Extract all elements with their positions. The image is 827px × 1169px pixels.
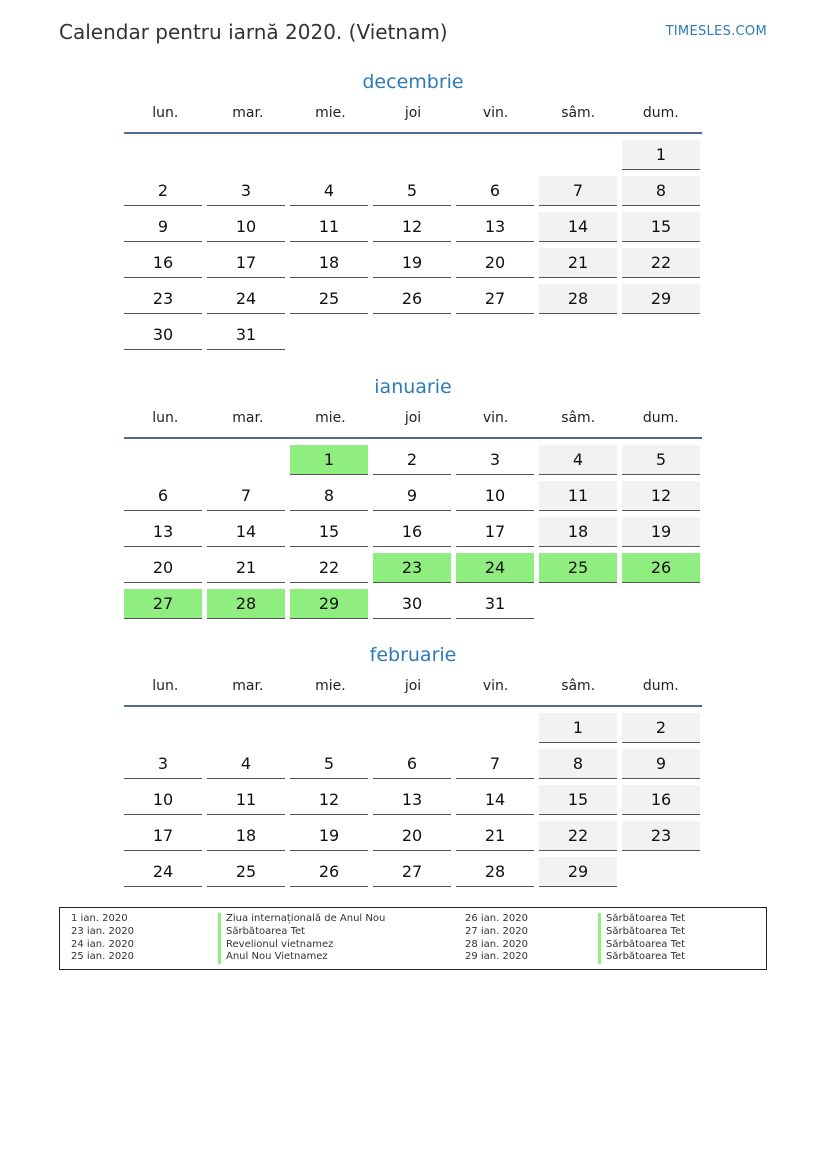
weekday-label: joi	[404, 678, 422, 694]
weekday-label: vin.	[482, 410, 509, 426]
day-cell[interactable]: 17	[456, 517, 534, 547]
holiday-day-cell[interactable]: 23	[373, 553, 451, 583]
empty-cell	[373, 320, 451, 350]
weekday-label: mie.	[315, 678, 346, 694]
weekday-label: vin.	[482, 105, 509, 121]
weekday-label: mar.	[232, 678, 264, 694]
empty-cell	[290, 320, 368, 350]
weekday-label: mie.	[315, 105, 346, 121]
legend-holiday-name: Sărbătoarea Tet	[598, 926, 685, 939]
day-cell[interactable]: 14	[207, 517, 285, 547]
day-cell[interactable]: 8	[622, 176, 700, 206]
day-cell[interactable]: 31	[456, 589, 534, 619]
month-december	[124, 68, 702, 350]
holiday-day-cell[interactable]: 1	[290, 445, 368, 475]
empty-cell	[124, 140, 202, 170]
legend-holiday-name: Sărbătoarea Tet	[218, 926, 385, 939]
page-title: Calendar pentru iarnă 2020. (Vietnam)	[59, 20, 448, 44]
legend-holiday-name: Ziua internațională de Anul Nou	[218, 913, 385, 926]
day-cell[interactable]: 13	[373, 785, 451, 815]
day-cell[interactable]: 20	[373, 821, 451, 851]
day-cell[interactable]: 23	[622, 821, 700, 851]
legend-names-right	[598, 913, 685, 964]
brand-logo[interactable]: TIMESLES.COM	[665, 24, 767, 39]
day-cell[interactable]: 22	[539, 821, 617, 851]
legend-date: 24 ian. 2020	[71, 938, 134, 950]
day-cell[interactable]: 22	[622, 248, 700, 278]
day-cell[interactable]: 9	[124, 212, 202, 242]
day-cell[interactable]: 3	[124, 749, 202, 779]
day-grid	[124, 713, 702, 887]
weekday-label: mar.	[232, 105, 264, 121]
day-cell[interactable]: 24	[124, 857, 202, 887]
weekday-header	[124, 407, 702, 439]
weekday-label: sâm.	[561, 105, 596, 121]
weekday-label: sâm.	[561, 678, 596, 694]
day-cell[interactable]: 20	[456, 248, 534, 278]
day-cell[interactable]: 11	[290, 212, 368, 242]
legend-date: 1 ian. 2020	[71, 913, 128, 924]
empty-cell	[290, 140, 368, 170]
day-cell[interactable]: 22	[290, 553, 368, 583]
holiday-day-cell[interactable]: 29	[290, 589, 368, 619]
empty-cell	[539, 589, 617, 619]
day-cell[interactable]: 29	[622, 284, 700, 314]
day-cell[interactable]: 4	[539, 445, 617, 475]
day-cell[interactable]: 25	[290, 284, 368, 314]
empty-cell	[207, 713, 285, 743]
day-cell[interactable]: 28	[456, 857, 534, 887]
day-cell[interactable]: 10	[207, 212, 285, 242]
weekday-label: joi	[404, 410, 422, 426]
empty-cell	[373, 140, 451, 170]
empty-cell	[539, 320, 617, 350]
day-cell[interactable]: 1	[539, 713, 617, 743]
day-cell[interactable]: 21	[207, 553, 285, 583]
day-cell[interactable]: 4	[207, 749, 285, 779]
holiday-day-cell[interactable]: 26	[622, 553, 700, 583]
weekday-label: dum.	[642, 105, 679, 121]
weekday-header	[124, 675, 702, 707]
day-cell[interactable]: 13	[456, 212, 534, 242]
day-cell[interactable]: 16	[124, 248, 202, 278]
day-cell[interactable]: 10	[456, 481, 534, 511]
day-cell[interactable]: 8	[290, 481, 368, 511]
day-cell[interactable]: 4	[290, 176, 368, 206]
empty-cell	[124, 713, 202, 743]
day-cell[interactable]: 16	[373, 517, 451, 547]
day-cell[interactable]: 31	[207, 320, 285, 350]
empty-cell	[373, 713, 451, 743]
day-cell[interactable]: 20	[124, 553, 202, 583]
weekday-label: joi	[404, 105, 422, 121]
day-cell[interactable]: 12	[373, 212, 451, 242]
empty-cell	[622, 589, 700, 619]
day-cell[interactable]: 3	[456, 445, 534, 475]
day-cell[interactable]: 2	[373, 445, 451, 475]
legend-date: 27 ian. 2020	[465, 925, 528, 937]
day-cell[interactable]: 5	[290, 749, 368, 779]
day-cell[interactable]: 21	[456, 821, 534, 851]
legend-date: 29 ian. 2020	[465, 951, 528, 963]
day-cell[interactable]: 18	[539, 517, 617, 547]
day-cell[interactable]: 19	[290, 821, 368, 851]
day-cell[interactable]: 1	[622, 140, 700, 170]
day-cell[interactable]: 24	[207, 284, 285, 314]
legend-holiday-name: Sărbătoarea Tet	[598, 939, 685, 952]
weekday-label: vin.	[482, 678, 509, 694]
day-cell[interactable]: 8	[539, 749, 617, 779]
day-cell[interactable]: 11	[539, 481, 617, 511]
day-cell[interactable]: 25	[207, 857, 285, 887]
day-cell[interactable]: 17	[207, 248, 285, 278]
empty-cell	[207, 445, 285, 475]
weekday-label: mar.	[232, 410, 264, 426]
empty-cell	[124, 445, 202, 475]
day-cell[interactable]: 30	[124, 320, 202, 350]
legend-holiday-name: Anul Nou Vietnamez	[218, 951, 385, 964]
day-cell[interactable]: 15	[539, 785, 617, 815]
day-cell[interactable]: 13	[124, 517, 202, 547]
day-grid	[124, 445, 702, 619]
month-title: februarie	[369, 644, 457, 666]
legend-holiday-name: Sărbătoarea Tet	[598, 951, 685, 964]
day-cell[interactable]: 15	[290, 517, 368, 547]
month-january	[124, 373, 702, 619]
month-title: decembrie	[362, 71, 464, 93]
day-grid	[124, 140, 702, 350]
weekday-label: lun.	[152, 678, 179, 694]
day-cell[interactable]: 5	[622, 445, 700, 475]
day-cell[interactable]: 26	[373, 284, 451, 314]
day-cell[interactable]: 27	[456, 284, 534, 314]
day-cell[interactable]: 2	[124, 176, 202, 206]
legend-date: 28 ian. 2020	[465, 938, 528, 950]
legend-date: 26 ian. 2020	[465, 913, 528, 924]
day-cell[interactable]: 16	[622, 785, 700, 815]
weekday-label: lun.	[152, 410, 179, 426]
weekday-header	[124, 102, 702, 134]
empty-cell	[207, 140, 285, 170]
month-february	[124, 641, 702, 887]
day-cell[interactable]: 26	[290, 857, 368, 887]
day-cell[interactable]: 6	[124, 481, 202, 511]
empty-cell	[290, 713, 368, 743]
day-cell[interactable]: 6	[373, 749, 451, 779]
day-cell[interactable]: 5	[373, 176, 451, 206]
holiday-day-cell[interactable]: 27	[124, 589, 202, 619]
day-cell[interactable]: 9	[622, 749, 700, 779]
holiday-day-cell[interactable]: 24	[456, 553, 534, 583]
day-cell[interactable]: 6	[456, 176, 534, 206]
legend-date: 23 ian. 2020	[71, 925, 134, 937]
day-cell[interactable]: 9	[373, 481, 451, 511]
legend-date: 25 ian. 2020	[71, 951, 134, 963]
empty-cell	[456, 140, 534, 170]
day-cell[interactable]: 10	[124, 785, 202, 815]
weekday-label: dum.	[642, 678, 679, 694]
holiday-day-cell[interactable]: 28	[207, 589, 285, 619]
legend-names-left	[218, 913, 385, 964]
day-cell[interactable]: 14	[539, 212, 617, 242]
holiday-day-cell[interactable]: 25	[539, 553, 617, 583]
day-cell[interactable]: 21	[539, 248, 617, 278]
day-cell[interactable]: 23	[124, 284, 202, 314]
day-cell[interactable]: 19	[622, 517, 700, 547]
day-cell[interactable]: 2	[622, 713, 700, 743]
day-cell[interactable]: 12	[290, 785, 368, 815]
page-header	[59, 18, 767, 48]
empty-cell	[622, 857, 700, 887]
empty-cell	[622, 320, 700, 350]
month-title: ianuarie	[374, 376, 452, 398]
weekday-label: sâm.	[561, 410, 596, 426]
day-cell[interactable]: 14	[456, 785, 534, 815]
legend-holiday-name: Sărbătoarea Tet	[598, 913, 685, 926]
day-cell[interactable]: 7	[539, 176, 617, 206]
day-cell[interactable]: 12	[622, 481, 700, 511]
weekday-label: mie.	[315, 410, 346, 426]
day-cell[interactable]: 29	[539, 857, 617, 887]
day-cell[interactable]: 30	[373, 589, 451, 619]
day-cell[interactable]: 28	[539, 284, 617, 314]
day-cell[interactable]: 27	[373, 857, 451, 887]
legend-dates-right	[465, 913, 528, 964]
day-cell[interactable]: 7	[207, 481, 285, 511]
day-cell[interactable]: 11	[207, 785, 285, 815]
empty-cell	[539, 140, 617, 170]
empty-cell	[456, 320, 534, 350]
holiday-legend	[59, 907, 767, 970]
day-cell[interactable]: 17	[124, 821, 202, 851]
day-cell[interactable]: 19	[373, 248, 451, 278]
weekday-label: dum.	[642, 410, 679, 426]
legend-holiday-name: Revelionul vietnamez	[218, 939, 385, 952]
day-cell[interactable]: 18	[290, 248, 368, 278]
day-cell[interactable]: 15	[622, 212, 700, 242]
weekday-label: lun.	[152, 105, 179, 121]
day-cell[interactable]: 3	[207, 176, 285, 206]
day-cell[interactable]: 18	[207, 821, 285, 851]
day-cell[interactable]: 7	[456, 749, 534, 779]
empty-cell	[456, 713, 534, 743]
legend-dates-left	[71, 913, 134, 964]
